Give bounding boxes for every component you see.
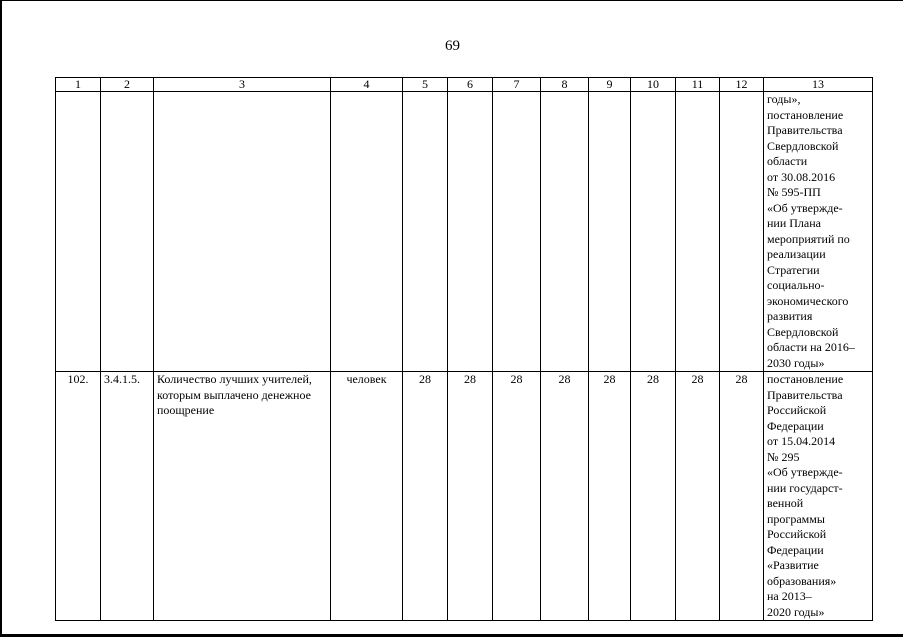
legal-basis-line: «Об утвержде- <box>767 200 843 215</box>
header-col-7: 7 <box>493 78 541 92</box>
indicators-table <box>55 77 873 621</box>
indicator-name-line: которым выплачено денежное <box>157 387 311 402</box>
header-col-5: 5 <box>403 78 448 92</box>
legal-basis-line: Свердловской <box>767 138 839 153</box>
value-col-8: 28 <box>541 372 589 621</box>
legal-basis-line: от 30.08.2016 <box>767 169 836 184</box>
legal-basis-line: № 295 <box>767 449 800 464</box>
table-row-102 <box>56 372 873 621</box>
legal-basis-line: Российской <box>767 527 827 541</box>
value-col-10: 28 <box>631 372 676 621</box>
indicator-name-line: поощрение <box>157 403 215 417</box>
row-number: 102. <box>56 372 101 621</box>
value-col-7: 28 <box>493 372 541 621</box>
legal-basis-line: нии государст- <box>767 480 843 495</box>
header-col-1: 1 <box>56 78 101 92</box>
header-col-12: 12 <box>720 78 764 92</box>
header-col-4: 4 <box>331 78 403 92</box>
value-col-9: 28 <box>589 372 631 621</box>
header-col-13: 13 <box>764 78 873 92</box>
header-row <box>56 78 873 92</box>
page-number: 69 <box>445 38 460 54</box>
legal-basis-line: нии Плана <box>767 216 821 230</box>
unit-of-measure: человек <box>331 372 403 621</box>
legal-basis-line: экономического <box>767 293 849 308</box>
header-col-2: 2 <box>101 78 154 92</box>
legal-basis-line: годы», <box>767 92 801 106</box>
legal-basis-line: Федерации <box>767 542 824 557</box>
value-col-12: 28 <box>720 372 764 621</box>
legal-basis-line: от 15.04.2014 <box>767 434 836 448</box>
legal-basis-cell <box>764 372 873 621</box>
legal-basis-cell <box>764 92 873 372</box>
legal-basis-line: Правительства <box>767 387 843 402</box>
legal-basis-line: 2030 годы» <box>767 355 825 370</box>
legal-basis-line: развития <box>767 309 813 323</box>
legal-basis-line: области <box>767 154 808 168</box>
value-col-11: 28 <box>676 372 720 621</box>
header-col-10: 10 <box>631 78 676 92</box>
legal-basis-line: № 595-ПП <box>767 185 821 199</box>
legal-basis-line: мероприятий по <box>767 231 850 246</box>
legal-basis-line: Федерации <box>767 418 824 433</box>
legal-basis-line: Российской <box>767 403 827 417</box>
legal-basis-line: области на 2016– <box>767 340 855 354</box>
header-col-9: 9 <box>589 78 631 92</box>
indicator-name-line: Количество лучших учителей, <box>157 372 312 386</box>
legal-basis-line: 2020 годы» <box>767 604 825 619</box>
legal-basis-line: «Развитие <box>767 558 819 572</box>
legal-basis-line: «Об утвержде- <box>767 465 843 479</box>
legal-basis-line: на 2013– <box>767 589 812 603</box>
legal-basis-line: реализации <box>767 247 826 261</box>
legal-basis-line: Стратегии <box>767 262 820 277</box>
legal-basis-line: Правительства <box>767 123 843 137</box>
indicator-code: 3.4.1.5. <box>101 372 154 621</box>
header-col-6: 6 <box>448 78 493 92</box>
legal-basis-line: образования» <box>767 573 837 588</box>
legal-basis-line: Свердловской <box>767 324 839 339</box>
legal-basis-line: венной <box>767 496 804 510</box>
indicator-name <box>154 372 331 621</box>
header-col-11: 11 <box>676 78 720 92</box>
value-col-5: 28 <box>403 372 448 621</box>
legal-basis-line: постановление <box>767 372 844 386</box>
legal-basis-line: программы <box>767 511 825 526</box>
header-col-8: 8 <box>541 78 589 92</box>
header-col-3: 3 <box>154 78 331 92</box>
value-col-6: 28 <box>448 372 493 621</box>
table-row-continued <box>56 92 873 372</box>
legal-basis-line: социально- <box>767 278 825 292</box>
legal-basis-line: постановление <box>767 107 844 122</box>
